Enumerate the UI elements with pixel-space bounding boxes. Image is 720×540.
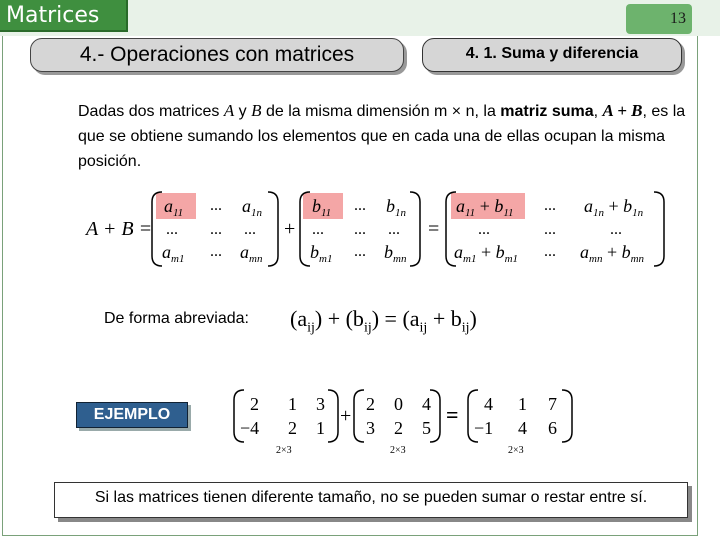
m1-r0c1: 1 <box>288 394 297 414</box>
a-dots-5: ... <box>210 243 222 260</box>
a-dots-4: ... <box>244 221 256 238</box>
intro-text-4: , <box>593 103 603 120</box>
abbreviated-formula: $(a_{ij}) + (b_{ij}) = (a_{ij} + b_{ij})$ <box>290 306 477 336</box>
note-box <box>54 482 688 518</box>
b-dots-3: ... <box>354 221 366 238</box>
m3-r0c1: 1 <box>518 394 527 414</box>
example-plus: + <box>340 405 352 427</box>
a-dots-1: ... <box>210 197 222 214</box>
intro-text-3: de la misma dimensión m × n, la <box>261 103 501 120</box>
m2-r1c1: 2 <box>394 418 403 438</box>
b-1n: $b_{1n}$ <box>386 196 406 219</box>
formula-lhs: A + B = <box>86 218 153 240</box>
intro-text-5: , es la que se obtiene sumando los elementos que en cada una de ellas ocupan la misma posición. <box>78 103 686 170</box>
m1-dim: 2×3 <box>276 445 292 456</box>
m3-r0c2: 7 <box>548 394 557 414</box>
equals-sign: = <box>428 218 440 240</box>
m2-r1c2: 5 <box>422 418 431 438</box>
a-1n: $a_{1n}$ <box>242 196 262 219</box>
note-text: Si las matrices tienen diferente tamaño, no se pueden sumar o restar entre sí. <box>94 489 648 506</box>
abbreviated-label: De forma abreviada: <box>104 310 249 327</box>
matrix-a-symbol: A <box>223 101 235 120</box>
m2-left-bracket <box>354 390 364 442</box>
s-mn: $a_{mn} + b_{mn}$ <box>580 242 645 265</box>
m2-r0c2: 4 <box>422 394 431 414</box>
s-dots-1: ... <box>544 197 556 214</box>
b-11: $b_{11}$ <box>312 196 332 219</box>
plus-sign: + <box>284 218 296 240</box>
m1-r1c2: 1 <box>316 418 325 438</box>
m2-right-bracket <box>430 390 440 442</box>
m3-r1c0: −1 <box>474 418 494 438</box>
page-number: 13 <box>670 10 686 27</box>
m1-r1c0: −4 <box>240 418 260 438</box>
s-dots-4: ... <box>610 221 622 238</box>
section-subtitle: 4. 1. Suma y diferencia <box>465 45 639 62</box>
s-dots-5: ... <box>544 243 556 260</box>
intro-text-2: y <box>234 103 252 120</box>
m3-dim: 2×3 <box>508 445 524 456</box>
a-dots-3: ... <box>210 221 222 238</box>
matrix-a-right-bracket <box>268 192 278 266</box>
m3-r1c1: 4 <box>518 418 527 438</box>
m1-r0c2: 3 <box>316 394 325 414</box>
intro-text-1: Dadas dos matrices <box>78 103 224 120</box>
s-11: $a_{11} + b_{11}$ <box>456 196 514 219</box>
m3-r1c2: 6 <box>548 418 557 438</box>
s-m1: $a_{m1} + b_{m1}$ <box>454 242 519 265</box>
matrix-sum-right-bracket <box>654 192 664 266</box>
example-button[interactable]: EJEMPLO <box>76 402 188 428</box>
example-equals: = <box>446 402 459 427</box>
matrix-b-symbol: B <box>251 101 262 120</box>
a-m1: $a_{m1}$ <box>162 242 185 265</box>
m2-r1c0: 3 <box>366 418 375 438</box>
b-dots-1: ... <box>354 197 366 214</box>
intro-strong: matriz suma <box>500 103 594 120</box>
m1-r0c0: 2 <box>250 394 259 414</box>
b-dots-2: ... <box>312 221 324 238</box>
m2-r0c0: 2 <box>366 394 375 414</box>
matrix-b-right-bracket <box>410 192 420 266</box>
m3-right-bracket <box>562 390 572 442</box>
m3-r0c0: 4 <box>484 394 493 414</box>
s-dots-3: ... <box>544 221 556 238</box>
m1-r1c1: 2 <box>288 418 297 438</box>
a-11: $a_{11}$ <box>164 196 184 219</box>
sum-symbol: A + B <box>602 101 643 120</box>
a-mn: $a_{mn}$ <box>240 242 263 265</box>
b-mn: $b_{mn}$ <box>384 242 407 265</box>
section-title: 4.- Operaciones con matrices <box>79 43 355 66</box>
m1-right-bracket <box>328 390 338 442</box>
a-dots-2: ... <box>166 221 178 238</box>
b-dots-5: ... <box>354 243 366 260</box>
m2-r0c1: 0 <box>394 394 403 414</box>
b-m1: $b_{m1}$ <box>310 242 333 265</box>
m2-dim: 2×3 <box>390 445 406 456</box>
app-title: Matrices <box>0 0 128 32</box>
s-1n: $a_{1n} + b_{1n}$ <box>584 196 644 219</box>
b-dots-4: ... <box>388 221 400 238</box>
s-dots-2: ... <box>478 221 490 238</box>
